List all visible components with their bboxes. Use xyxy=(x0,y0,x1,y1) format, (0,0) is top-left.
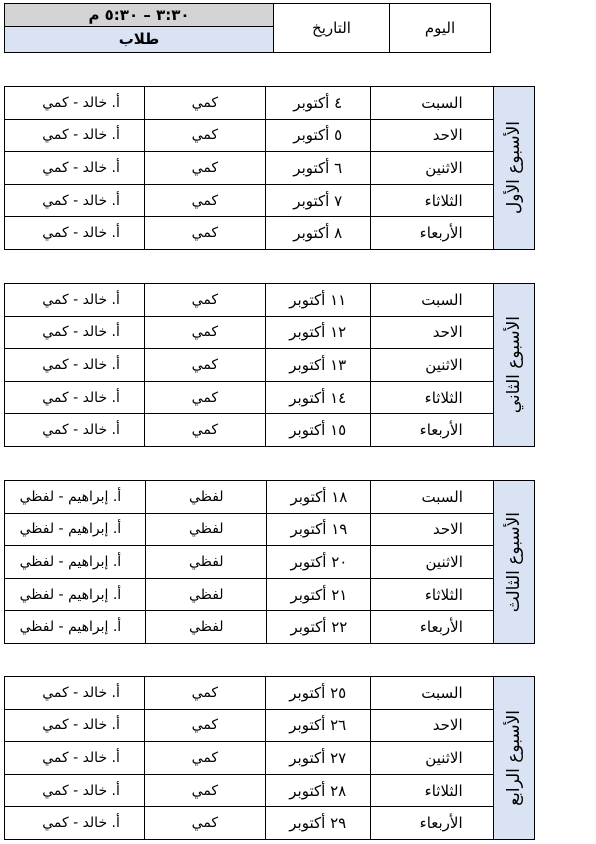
date-cell: ٥ أكتوبر xyxy=(265,119,370,152)
date-cell: ٢١ أكتوبر xyxy=(267,578,371,611)
day-cell: الأربعاء xyxy=(370,414,493,447)
subject-cell: كمي xyxy=(144,677,265,710)
date-cell: ٢٦ أكتوبر xyxy=(265,709,370,742)
day-cell: الثلاثاء xyxy=(370,381,493,414)
week-label: الأسبوع الثالث xyxy=(503,511,524,613)
teacher-cell: أ. خالد - كمي xyxy=(5,184,145,217)
session-time: ٣:٣٠ – ٥:٣٠ م xyxy=(5,4,274,27)
date-cell: ٢٠ أكتوبر xyxy=(267,546,371,579)
date-cell: ٨ أكتوبر xyxy=(265,217,370,250)
day-cell: الاحد xyxy=(370,709,493,742)
table-row xyxy=(5,87,535,120)
table-row xyxy=(5,709,535,742)
teacher-cell: أ. خالد - كمي xyxy=(5,217,145,250)
subject-cell: كمي xyxy=(144,217,265,250)
date-cell: ١٣ أكتوبر xyxy=(265,349,370,382)
table-row xyxy=(5,217,535,250)
date-cell: ٢٥ أكتوبر xyxy=(265,677,370,710)
day-cell: الاثنين xyxy=(370,742,493,775)
teacher-cell: أ. خالد - كمي xyxy=(5,414,145,447)
week-table xyxy=(4,480,535,644)
subject-cell: لفظي xyxy=(146,611,267,644)
week-table xyxy=(4,676,535,840)
week-label: الأسبوع الأول xyxy=(503,121,524,215)
subject-cell: كمي xyxy=(144,742,265,775)
day-cell: السبت xyxy=(370,677,493,710)
subject-cell: كمي xyxy=(144,381,265,414)
teacher-cell: أ. خالد - كمي xyxy=(5,381,145,414)
table-row xyxy=(5,481,535,514)
day-cell: السبت xyxy=(370,87,493,120)
table-row xyxy=(5,611,535,644)
date-cell: ١٤ أكتوبر xyxy=(265,381,370,414)
subject-cell: كمي xyxy=(144,87,265,120)
teacher-cell: أ. خالد - كمي xyxy=(5,316,145,349)
teacher-cell: أ. إبراهيم - لفظي xyxy=(5,611,146,644)
teacher-cell: أ. خالد - كمي xyxy=(5,709,145,742)
teacher-cell: أ. خالد - كمي xyxy=(5,87,145,120)
teacher-cell: أ. إبراهيم - لفظي xyxy=(5,481,146,514)
week-label: الأسبوع الرابع xyxy=(503,710,524,806)
table-row xyxy=(5,152,535,185)
teacher-cell: أ. خالد - كمي xyxy=(5,677,145,710)
day-column-header: اليوم xyxy=(390,4,491,53)
subject-cell: كمي xyxy=(144,414,265,447)
subject-cell: لفظي xyxy=(146,513,267,546)
week-label-cell xyxy=(493,87,534,250)
date-cell: ١٩ أكتوبر xyxy=(267,513,371,546)
teacher-cell: أ. خالد - كمي xyxy=(5,152,145,185)
date-cell: ١٢ أكتوبر xyxy=(265,316,370,349)
day-cell: الاحد xyxy=(370,119,493,152)
table-row xyxy=(5,677,535,710)
subject-cell: كمي xyxy=(144,349,265,382)
date-cell: ٧ أكتوبر xyxy=(265,184,370,217)
schedule-header-table xyxy=(4,3,491,53)
subject-cell: كمي xyxy=(144,284,265,317)
week-label-cell xyxy=(493,677,534,840)
day-cell: السبت xyxy=(371,481,494,514)
table-row xyxy=(5,414,535,447)
teacher-cell: أ. إبراهيم - لفظي xyxy=(5,513,146,546)
day-cell: الاحد xyxy=(370,316,493,349)
day-cell: الاحد xyxy=(371,513,494,546)
date-cell: ٢٧ أكتوبر xyxy=(265,742,370,775)
table-row xyxy=(5,184,535,217)
subject-cell: كمي xyxy=(144,184,265,217)
subject-cell: كمي xyxy=(144,774,265,807)
teacher-cell: أ. خالد - كمي xyxy=(5,284,145,317)
teacher-cell: أ. خالد - كمي xyxy=(5,807,145,840)
week-label-cell xyxy=(493,284,534,447)
subject-cell: كمي xyxy=(144,709,265,742)
day-cell: الثلاثاء xyxy=(370,774,493,807)
table-row xyxy=(5,546,535,579)
teacher-cell: أ. إبراهيم - لفظي xyxy=(5,578,146,611)
table-row xyxy=(5,349,535,382)
date-cell: ٦ أكتوبر xyxy=(265,152,370,185)
teacher-cell: أ. إبراهيم - لفظي xyxy=(5,546,146,579)
subject-cell: لفظي xyxy=(146,546,267,579)
teacher-cell: أ. خالد - كمي xyxy=(5,119,145,152)
table-row xyxy=(5,284,535,317)
week-table xyxy=(4,86,535,250)
teacher-cell: أ. خالد - كمي xyxy=(5,742,145,775)
date-cell: ١١ أكتوبر xyxy=(265,284,370,317)
subject-cell: كمي xyxy=(144,807,265,840)
day-cell: الثلاثاء xyxy=(371,578,494,611)
subject-cell: لفظي xyxy=(146,481,267,514)
date-column-header: التاريخ xyxy=(274,4,390,53)
date-cell: ١٥ أكتوبر xyxy=(265,414,370,447)
table-row xyxy=(5,578,535,611)
table-row xyxy=(5,774,535,807)
day-cell: الاثنين xyxy=(370,349,493,382)
date-cell: ٤ أكتوبر xyxy=(265,87,370,120)
day-cell: الاثنين xyxy=(370,152,493,185)
table-row xyxy=(5,807,535,840)
subject-cell: لفظي xyxy=(146,578,267,611)
table-row xyxy=(5,316,535,349)
table-row xyxy=(5,381,535,414)
day-cell: الثلاثاء xyxy=(370,184,493,217)
date-cell: ٢٨ أكتوبر xyxy=(265,774,370,807)
day-cell: الأربعاء xyxy=(370,217,493,250)
table-row xyxy=(5,742,535,775)
teacher-cell: أ. خالد - كمي xyxy=(5,349,145,382)
week-table xyxy=(4,283,535,447)
date-cell: ٢٢ أكتوبر xyxy=(267,611,371,644)
subject-cell: كمي xyxy=(144,152,265,185)
day-cell: الاثنين xyxy=(371,546,494,579)
date-cell: ١٨ أكتوبر xyxy=(267,481,371,514)
audience-label: طلاب xyxy=(5,26,274,52)
table-row xyxy=(5,513,535,546)
subject-cell: كمي xyxy=(144,316,265,349)
subject-cell: كمي xyxy=(144,119,265,152)
day-cell: الأربعاء xyxy=(371,611,494,644)
day-cell: السبت xyxy=(370,284,493,317)
date-cell: ٢٩ أكتوبر xyxy=(265,807,370,840)
week-label: الأسبوع الثاني xyxy=(503,316,524,414)
teacher-cell: أ. خالد - كمي xyxy=(5,774,145,807)
week-label-cell xyxy=(493,481,534,644)
day-cell: الأربعاء xyxy=(370,807,493,840)
table-row xyxy=(5,119,535,152)
